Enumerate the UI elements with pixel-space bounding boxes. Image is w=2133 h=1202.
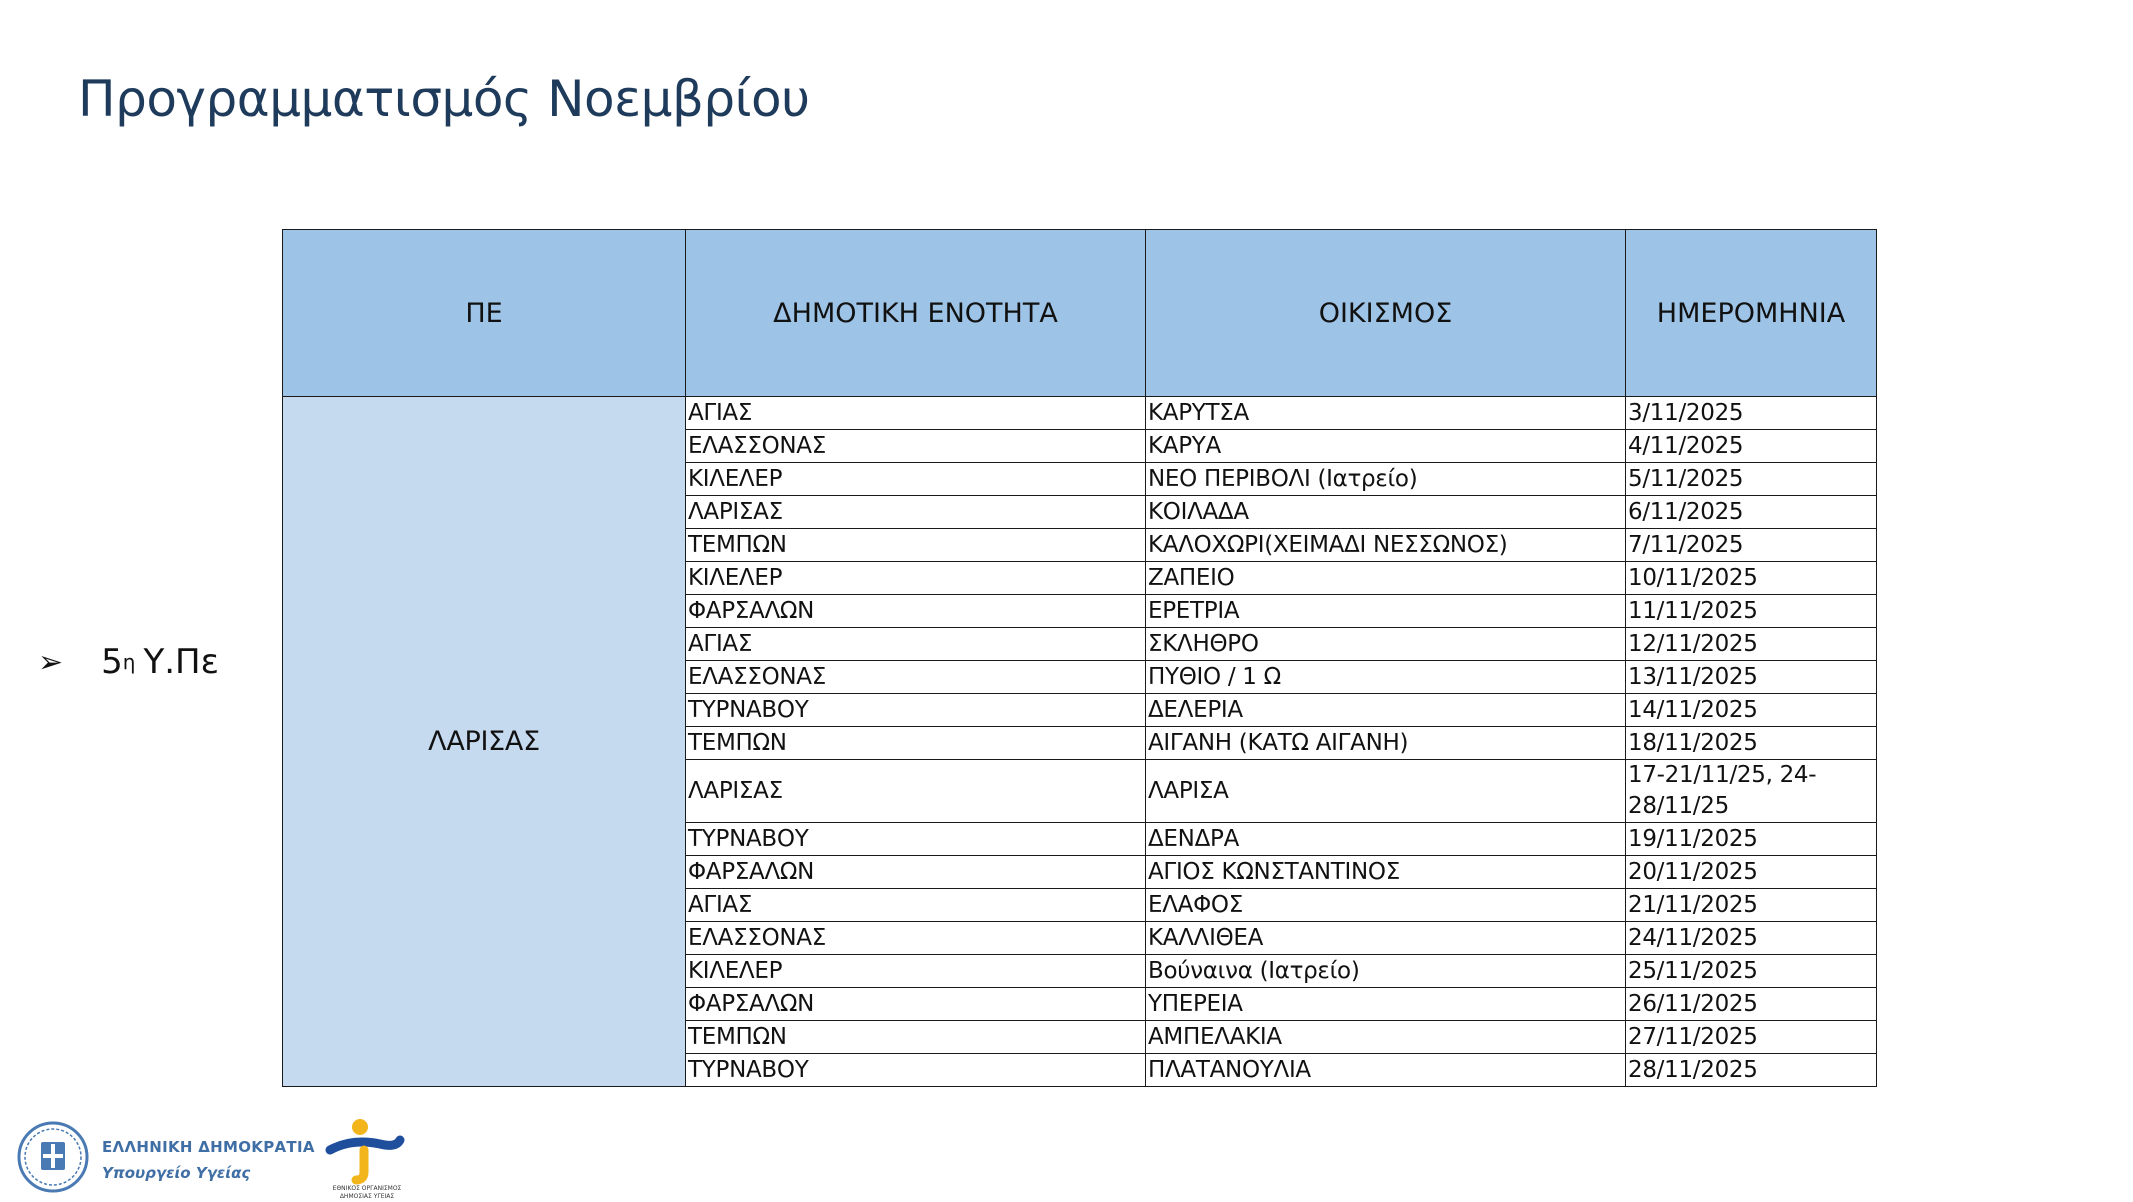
- municipal-unit-cell: ΤΕΜΠΩΝ: [686, 727, 1146, 760]
- settlement-cell: ΑΓΙΟΣ ΚΩΝΣΤΑΝΤΙΝΟΣ: [1146, 856, 1626, 889]
- settlement-cell: ΥΠΕΡΕΙΑ: [1146, 988, 1626, 1021]
- date-cell: 28/11/2025: [1626, 1054, 1877, 1087]
- ministry-line1: ΕΛΛΗΝΙΚΗ ΔΗΜΟΚΡΑΤΙΑ: [102, 1138, 315, 1156]
- settlement-cell: ΑΜΠΕΛΑΚΙΑ: [1146, 1021, 1626, 1054]
- date-cell: 18/11/2025: [1626, 727, 1877, 760]
- municipal-unit-cell: ΕΛΑΣΣΟΝΑΣ: [686, 661, 1146, 694]
- date-cell: 24/11/2025: [1626, 922, 1877, 955]
- municipal-unit-cell: ΦΑΡΣΑΛΩΝ: [686, 595, 1146, 628]
- municipal-unit-cell: ΤΕΜΠΩΝ: [686, 1021, 1146, 1054]
- settlement-cell: Βούναινα (Ιατρείο): [1146, 955, 1626, 988]
- date-cell: 10/11/2025: [1626, 562, 1877, 595]
- ministry-text: [102, 1138, 315, 1182]
- settlement-cell: ΠΛΑΤΑΝΟΥΛΙΑ: [1146, 1054, 1626, 1087]
- municipal-unit-cell: ΤΥΡΝΑΒΟΥ: [686, 694, 1146, 727]
- municipal-unit-cell: ΑΓΙΑΣ: [686, 628, 1146, 661]
- date-cell: 6/11/2025: [1626, 496, 1877, 529]
- settlement-cell: ΛΑΡΙΣΑ: [1146, 760, 1626, 823]
- settlement-cell: ΚΑΡΥΤΣΑ: [1146, 397, 1626, 430]
- footer-logos: [16, 1116, 406, 1200]
- municipal-unit-cell: ΕΛΑΣΣΟΝΑΣ: [686, 430, 1146, 463]
- header-municipal-unit: ΔΗΜΟΤΙΚΗ ΕΝΟΤΗΤΑ: [686, 230, 1146, 397]
- region-label: Υ.Πε: [143, 642, 219, 682]
- date-cell: 25/11/2025: [1626, 955, 1877, 988]
- date-cell: 4/11/2025: [1626, 430, 1877, 463]
- settlement-cell: ΚΑΛΛΙΘΕΑ: [1146, 922, 1626, 955]
- settlement-cell: ΕΛΑΦΟΣ: [1146, 889, 1626, 922]
- date-cell: 21/11/2025: [1626, 889, 1877, 922]
- date-cell: 7/11/2025: [1626, 529, 1877, 562]
- table-row: [283, 397, 1877, 430]
- table-body: [283, 397, 1877, 1087]
- settlement-cell: ΑΙΓΑΝΗ (ΚΑΤΩ ΑΙΓΑΝΗ): [1146, 727, 1626, 760]
- date-cell: 5/11/2025: [1626, 463, 1877, 496]
- date-cell: 13/11/2025: [1626, 661, 1877, 694]
- arrow-bullet-icon: ➢: [38, 644, 64, 680]
- page-title: Προγραμματισμός Νοεμβρίου: [78, 70, 810, 128]
- municipal-unit-cell: ΚΙΛΕΛΕΡ: [686, 463, 1146, 496]
- municipal-unit-cell: ΑΓΙΑΣ: [686, 397, 1146, 430]
- settlement-cell: ΚΑΡΥΑ: [1146, 430, 1626, 463]
- header-date: ΗΜΕΡΟΜΗΝΙΑ: [1626, 230, 1877, 397]
- eody-caption-line1: ΕΘΝΙΚΟΣ ΟΡΓΑΝΙΣΜΟΣ: [332, 1185, 402, 1192]
- settlement-cell: ΔΕΝΔΡΑ: [1146, 823, 1626, 856]
- greek-republic-seal-icon: [16, 1120, 90, 1194]
- settlement-cell: ΠΥΘΙΟ / 1 Ω: [1146, 661, 1626, 694]
- eody-caption-line2: ΔΗΜΟΣΙΑΣ ΥΓΕΙΑΣ: [339, 1193, 395, 1200]
- municipal-unit-cell: ΚΙΛΕΛΕΡ: [686, 562, 1146, 595]
- settlement-cell: ΖΑΠΕΙΟ: [1146, 562, 1626, 595]
- municipal-unit-cell: ΤΕΜΠΩΝ: [686, 529, 1146, 562]
- settlement-cell: ΚΑΛΟΧΩΡΙ(ΧΕΙΜΑΔΙ ΝΕΣΣΩΝΟΣ): [1146, 529, 1626, 562]
- date-cell: 19/11/2025: [1626, 823, 1877, 856]
- region-bullet: [38, 642, 219, 682]
- date-cell: 12/11/2025: [1626, 628, 1877, 661]
- header-pe: ΠΕ: [283, 230, 686, 397]
- date-cell: 17-21/11/25, 24-28/11/25: [1626, 760, 1877, 823]
- settlement-cell: ΔΕΛΕΡΙΑ: [1146, 694, 1626, 727]
- settlement-cell: ΝΕΟ ΠΕΡΙΒΟΛΙ (Ιατρείο): [1146, 463, 1626, 496]
- municipal-unit-cell: ΑΓΙΑΣ: [686, 889, 1146, 922]
- municipal-unit-cell: ΤΥΡΝΑΒΟΥ: [686, 1054, 1146, 1087]
- municipal-unit-cell: ΛΑΡΙΣΑΣ: [686, 760, 1146, 823]
- ministry-line2: Υπουργείο Υγείας: [102, 1164, 251, 1182]
- settlement-cell: ΕΡΕΤΡΙΑ: [1146, 595, 1626, 628]
- pe-cell: ΛΑΡΙΣΑΣ: [283, 397, 686, 1087]
- municipal-unit-cell: ΤΥΡΝΑΒΟΥ: [686, 823, 1146, 856]
- municipal-unit-cell: ΛΑΡΙΣΑΣ: [686, 496, 1146, 529]
- municipal-unit-cell: ΕΛΑΣΣΟΝΑΣ: [686, 922, 1146, 955]
- header-settlement: ΟΙΚΙΣΜΟΣ: [1146, 230, 1626, 397]
- date-cell: 20/11/2025: [1626, 856, 1877, 889]
- schedule-table: [282, 229, 1877, 1087]
- date-cell: 26/11/2025: [1626, 988, 1877, 1021]
- table-header-row: [283, 230, 1877, 397]
- date-cell: 3/11/2025: [1626, 397, 1877, 430]
- eody-logo-icon: [322, 1116, 412, 1202]
- municipal-unit-cell: ΚΙΛΕΛΕΡ: [686, 955, 1146, 988]
- date-cell: 27/11/2025: [1626, 1021, 1877, 1054]
- date-cell: 11/11/2025: [1626, 595, 1877, 628]
- region-number: 5: [101, 642, 123, 682]
- date-cell: 14/11/2025: [1626, 694, 1877, 727]
- region-superscript: η: [122, 650, 136, 674]
- municipal-unit-cell: ΦΑΡΣΑΛΩΝ: [686, 856, 1146, 889]
- settlement-cell: ΣΚΛΗΘΡΟ: [1146, 628, 1626, 661]
- settlement-cell: ΚΟΙΛΑΔΑ: [1146, 496, 1626, 529]
- municipal-unit-cell: ΦΑΡΣΑΛΩΝ: [686, 988, 1146, 1021]
